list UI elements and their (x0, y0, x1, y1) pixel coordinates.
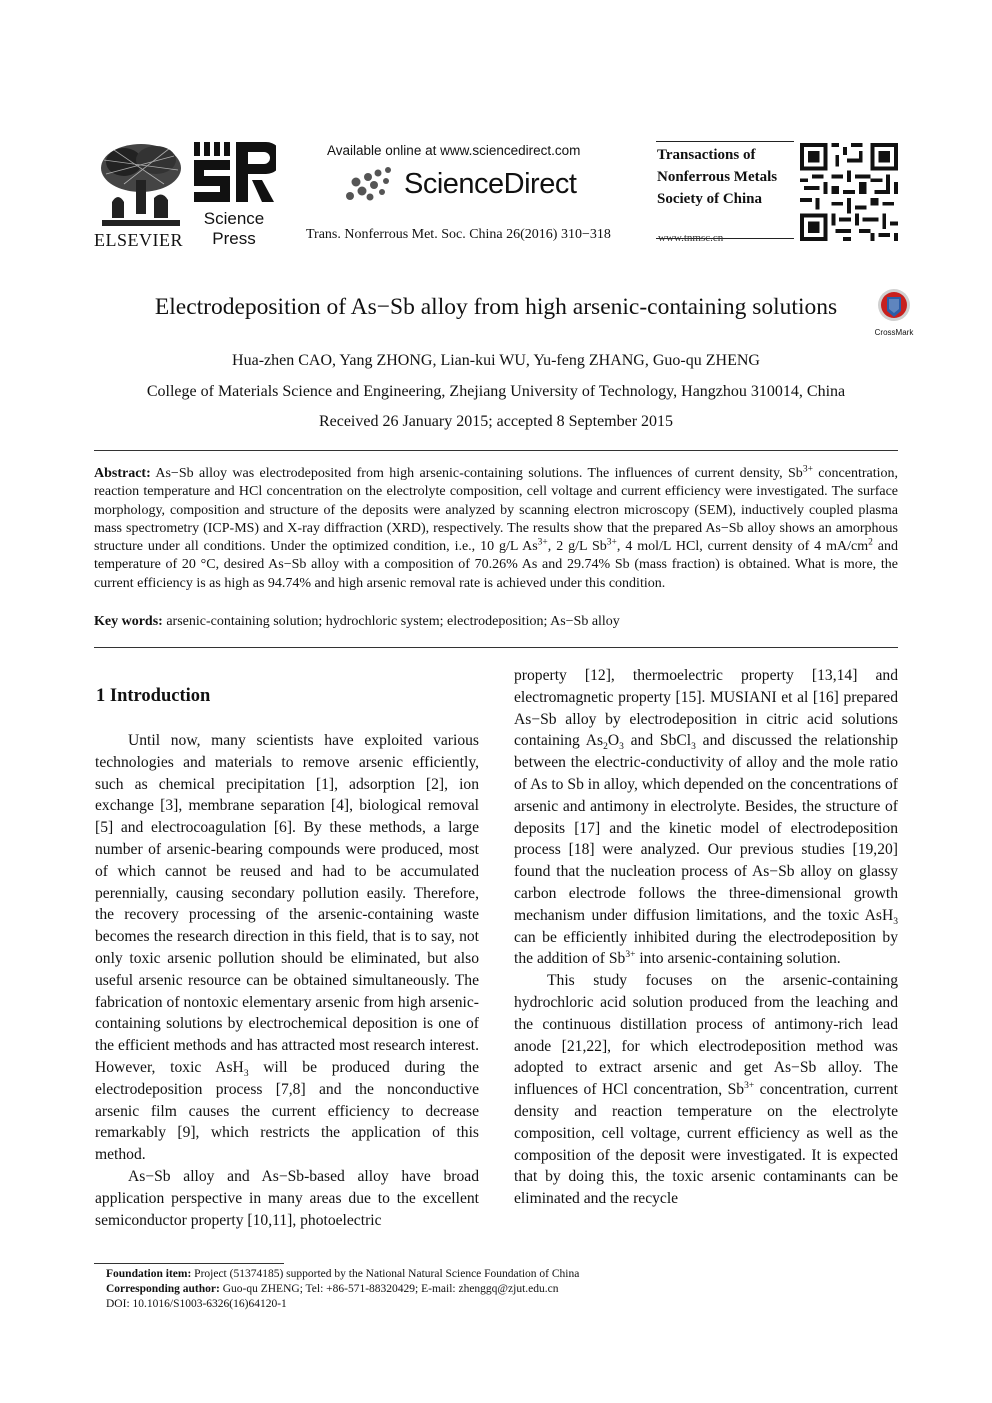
paragraph-text: concentration, current density and reaction temperature on the electrolyte composition, cell voltage, current efficiency as well as the composition of the deposit were investigated. It is expected that by doing this, the toxic arsenic contaminants can be eliminated and the recycle (514, 1081, 898, 1208)
keywords-label: Key words: (94, 614, 163, 629)
paragraph-sub: 3 (893, 916, 898, 927)
divider-top (94, 450, 898, 451)
science-press-logo (192, 140, 278, 246)
paragraph-sup: 3+ (625, 950, 636, 961)
sciencedirect-logo (342, 164, 602, 204)
footnote-corresponding (106, 1282, 558, 1298)
paragraph: As−Sb alloy and As−Sb-based alloy have broad application perspective in many areas due to the excellent semiconductor property [10,11], photoelectric (95, 1167, 479, 1229)
paragraph-sub: 2 (603, 742, 608, 753)
crossmark-icon (872, 287, 916, 323)
qr-code-icon (800, 143, 898, 241)
abstract-text: , 2 g/L Sb (547, 539, 607, 555)
footnote-label: Foundation item: (106, 1268, 192, 1280)
paragraph-text: into arsenic-containing solution. (635, 950, 841, 968)
body-column-right (514, 665, 898, 1210)
journal-name-line2: Nonferrous Metals (657, 169, 778, 185)
body-column-left (95, 730, 479, 1231)
science-press-line1: Science (203, 209, 265, 228)
crossmark-label: CrossMark (874, 328, 914, 337)
paragraph (95, 730, 479, 1166)
paragraph-sub: 3 (619, 742, 624, 753)
divider-bottom (94, 647, 898, 648)
available-online-text: Available online at www.sciencedirect.com (327, 143, 581, 158)
journal-citation: Trans. Nonferrous Met. Soc. China 26(2016) 310−318 (306, 227, 611, 242)
paragraph (514, 665, 898, 970)
sciencedirect-dots-icon (342, 164, 400, 204)
author-list: Hua-zhen CAO, Yang ZHONG, Lian-kui WU, Yu-feng ZHANG, Guo-qu ZHENG (232, 352, 760, 369)
footnote-label: Corresponding author: (106, 1283, 220, 1295)
article-title: Electrodeposition of As−Sb alloy from high arsenic-containing solutions (154, 294, 838, 320)
paragraph-text: O (607, 732, 620, 750)
journal-name-line3: Society of China (657, 191, 762, 207)
paragraph-text: and discussed the relationship between the electric-conductivity of alloy and the mole ratio of As to Sb in alloy, which depended on the concentrations of arsenic and antimony in electrolyte. Besides, the structure of deposits [17] and the kinetic model of electrodeposition process [18] were analyzed. Our previous studies [19,20] found that the nucleation process of As−Sb alloy on glassy carbon electrode follows the three-dimensional growth mechanism under diffusion limitations, and the toxic AsH (514, 732, 898, 924)
paragraph-text: Until now, many scientists have exploited various technologies and materials to remove arsenic efficiently, such as chemical precipitation [1], adsorption [2], ion exchange [3], membrane separation [4], biological removal [5] and electrocoagulation [6]. By these methods, a large number of arsenic-bearing compounds were produced, most of which cannot be reused and had to be accumulated perennially, causing secondary pollution easily. Therefore, the recovery processing of the arsenic-containing waste becomes the research direction in this field, that is to say, not only toxic arsenic pollution should be eliminated, but also useful arsenic resource can be obtained simultaneously. The fabrication of nontoxic elementary arsenic from high arsenic-containing solutions by electrochemical deposition is one of the efficient methods and has attracted most research interest. However, toxic AsH (95, 732, 479, 1076)
keywords-text: arsenic-containing solution; hydrochloric system; electrodeposition; As−Sb alloy (162, 614, 620, 629)
abstract-text: and temperature of 20 °C, desired As−Sb alloy with a composition of 70.26% As and 29.74% Sb (mass fraction) is obtained. What is more, the current efficiency is as high as 94.74% and high arsenic removal rate is achieved under this condition. (94, 539, 899, 591)
journal-name-box (656, 141, 794, 239)
science-press-line2: Press (212, 229, 256, 248)
footnote-doi[interactable]: DOI: 10.1016/S1003-6326(16)64120-1 (106, 1298, 287, 1310)
elsevier-logo (94, 140, 188, 250)
paragraph-text: property [12], thermoelectric property [13,14] and electromagnetic property [15]. MUSIANI et al [16] prepared As−Sb alloy by electrodeposition in citric acid solutions containing As (514, 667, 898, 750)
abstract-sup: 3+ (802, 464, 813, 475)
crossmark-badge[interactable] (872, 287, 916, 335)
paragraph-text: can be efficiently inhibited during the electrodeposition by the addition of Sb (514, 928, 898, 968)
abstract (94, 465, 898, 593)
journal-name-line1: Transactions of (657, 147, 756, 163)
abstract-text: concentration, reaction temperature and HCl concentration on the electrolyte composition, cell voltage and current efficiency were investigated. The surface morphology, composition and structure of the deposits were analyzed by scanning electron microscopy (SEM), inductively coupled plasma mass spectrometry (ICP-MS) and X-ray diffraction (XRD), respectively. The results show that the prepared As−Sb alloy shows an amorphous structure under all conditions. Under the optimized condition, i.e., 10 g/L As (94, 466, 898, 555)
footnote-foundation (106, 1267, 579, 1283)
abstract-text: As−Sb alloy was electrodeposited from high arsenic-containing solutions. The influences of current density, Sb (150, 466, 803, 481)
sciencedirect-wordmark: ScienceDirect (404, 167, 577, 200)
keywords (94, 613, 898, 631)
elsevier-tree-icon (94, 140, 188, 226)
science-press-mark-icon (192, 140, 276, 204)
abstract-sup: 3+ (537, 537, 548, 548)
footnote-text: Project (51374185) supported by the National Natural Science Foundation of China (191, 1268, 580, 1280)
elsevier-wordmark: ELSEVIER (94, 230, 183, 250)
paragraph-sub: 3 (243, 1069, 249, 1080)
paragraph-sub: 3 (691, 742, 696, 753)
abstract-label: Abstract: (94, 466, 151, 481)
footnote-divider (94, 1263, 284, 1264)
abstract-sup: 3+ (606, 537, 617, 548)
journal-url: www.tnmsc.cn (658, 232, 724, 244)
paragraph-text: will be produced during the electrodeposition process [7,8] and the nonconductive arsenic film causes the current efficiency to decrease remarkably [9], which restricts the application of this method. (95, 1058, 479, 1164)
affiliation: College of Materials Science and Engineering, Zhejiang University of Technology, Hangzhou 310014, China (146, 383, 846, 400)
footnote-text: Guo-qu ZHENG; Tel: +86-571-88320429; E-mail: zhenggq@zjut.edu.cn (219, 1283, 559, 1295)
paragraph-text: This study focuses on the arsenic-containing hydrochloric acid solution produced from the leaching and the continuous distillation process of antimony-rich lead anode [21,22], for which electrodeposition method was adopted to extract arsenic and get As−Sb alloy. The influences of HCl concentration, Sb (514, 972, 898, 1099)
paragraph-text: and SbCl (623, 732, 692, 750)
section-heading: 1 Introduction (96, 686, 211, 706)
paragraph (514, 970, 898, 1210)
abstract-text: , 4 mol/L HCl, current density of 4 mA/cm (616, 539, 869, 555)
abstract-sup: 2 (868, 537, 873, 548)
paragraph-sup: 3+ (744, 1080, 755, 1091)
received-dates: Received 26 January 2015; accepted 8 September 2015 (318, 413, 674, 430)
